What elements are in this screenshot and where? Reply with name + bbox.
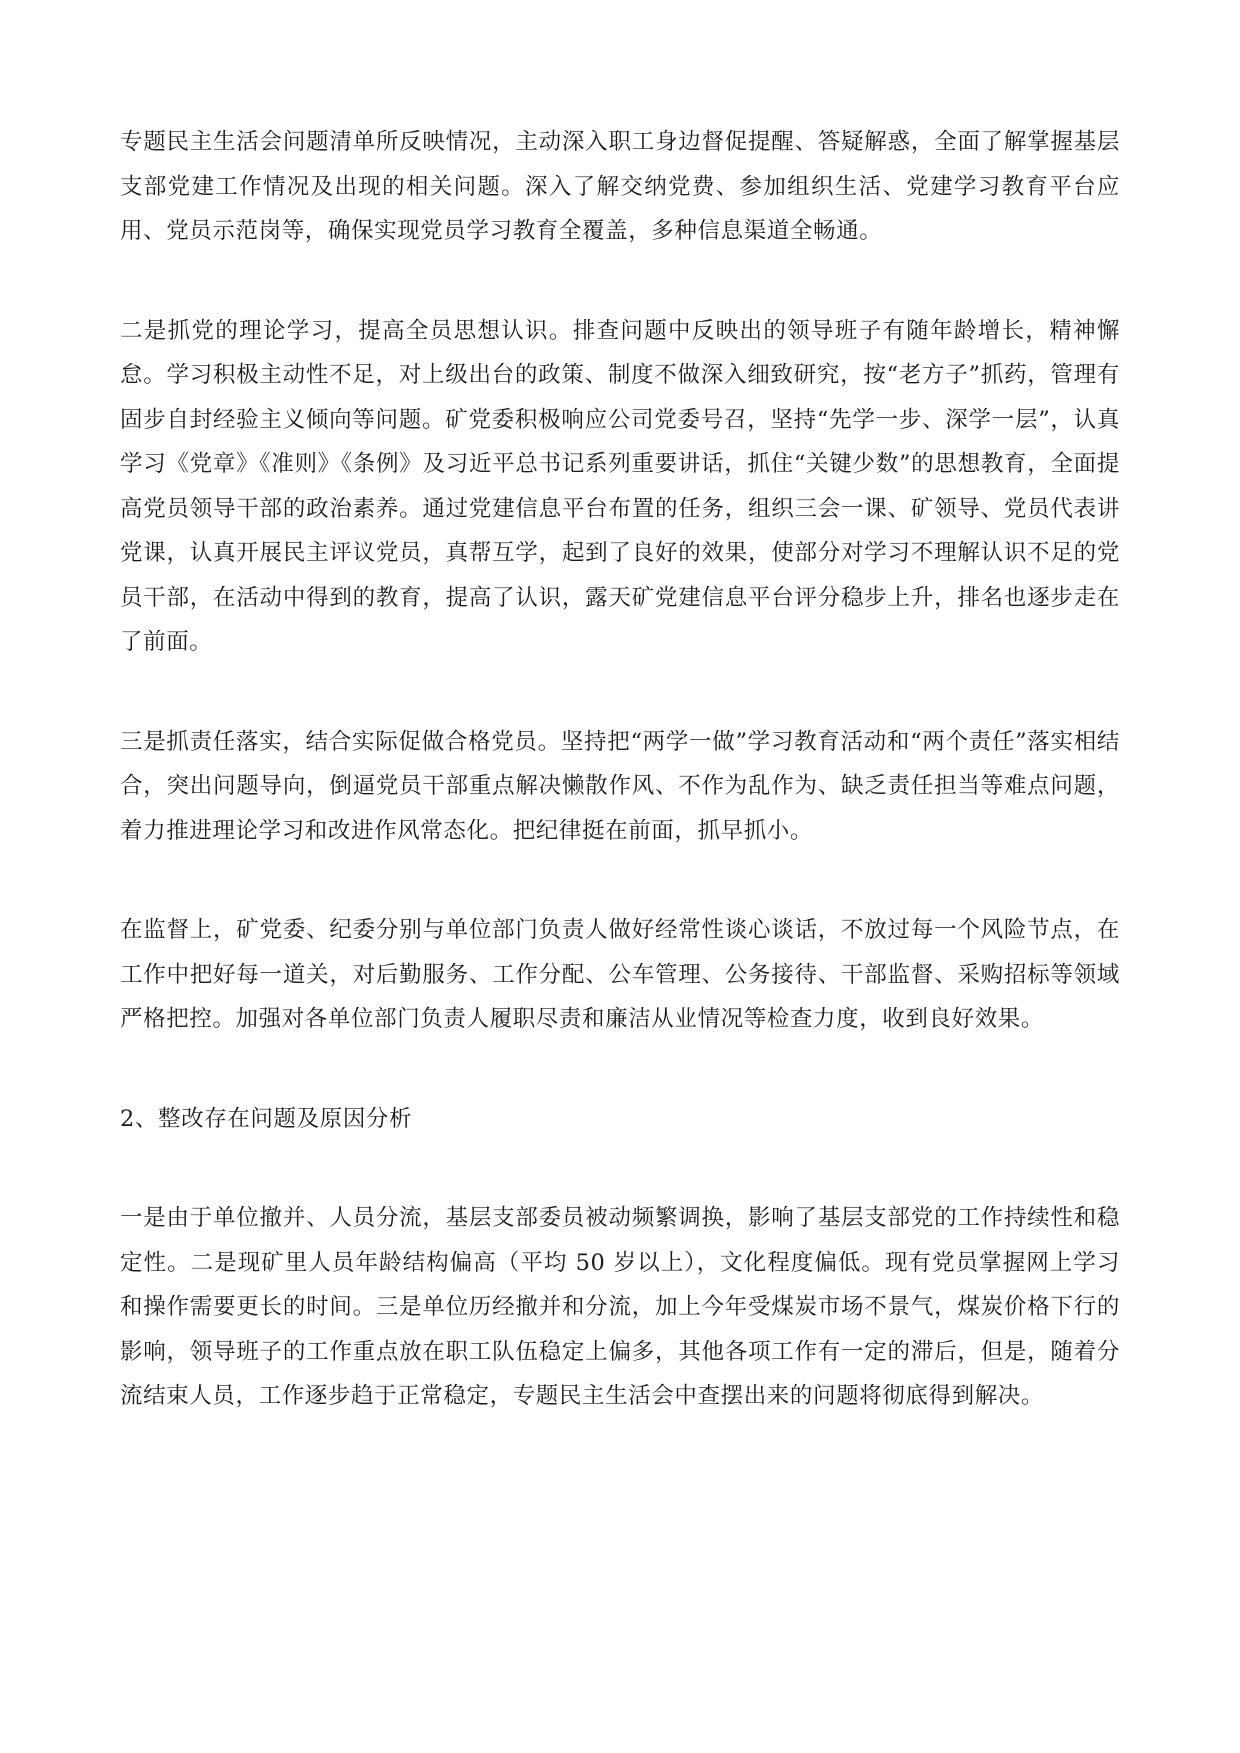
section-heading: 2、整改存在问题及原因分析 xyxy=(120,1105,413,1132)
paragraph-theory-study: 二是抓党的理论学习，提高全员思想认识。排查问题中反映出的领导班子有随年龄增长，精神懈怠。学习积极主动性不足，对上级出台的政策、制度不做深入细致研究，按“老方子”抓药，管理有固步自封经验主义倾向等问题。矿党委积极响应公司党委号召，坚持“先学一步、深学一层”，认真学习《党章》《准则》《条例》及习近平总书记系列重要讲话，抓住“关键少数”的思想教育，全面提高党员领导干部的政治素养。通过党建信息平台布置的任务，组织三会一课、矿领导、党员代表讲党课，认真开展民主评议党员，真帮互学，起到了良好的效果，使部分对学习不理解认识不足的党员干部，在活动中得到的教育，提高了认识，露天矿党建信息平台评分稳步上升，排名也逐步走在了前面。 xyxy=(120,317,1120,655)
paragraph-continuation: 专题民主生活会问题清单所反映情况，主动深入职工身边督促提醒、答疑解惑，全面了解掌握基层支部党建工作情况及出现的相关问题。深入了解交纳党费、参加组织生活、党建学习教育平台应用、党员示范岗等，确保实现党员学习教育全覆盖，多种信息渠道全畅通。 xyxy=(120,129,1120,244)
paragraph-problem-analysis: 一是由于单位撤并、人员分流，基层支部委员被动频繁调换，影响了基层支部党的工作持续性和稳定性。二是现矿里人员年龄结构偏高（平均 50 岁以上），文化程度偏低。现有党员掌握网上学习和操作需要更长的时间。三是单位历经撤并和分流，加上今年受煤炭市场不景气，煤炭价格下行的影响，领导班子的工作重点放在职工队伍稳定上偏多，其他各项工作有一定的滞后，但是，随着分流结束人员，工作逐步趋于正常稳定，专题民主生活会中查摆出来的问题将彻底得到解决。 xyxy=(120,1205,1120,1409)
paragraph-supervision: 在监督上，矿党委、纪委分别与单位部门负责人做好经常性谈心谈话，不放过每一个风险节点，在工作中把好每一道关，对后勤服务、工作分配、公车管理、公务接待、干部监督、采购招标等领域严格把控。加强对各单位部门负责人履职尽责和廉洁从业情况等检查力度，收到良好效果。 xyxy=(120,917,1120,1032)
paragraph-responsibility: 三是抓责任落实，结合实际促做合格党员。坚持把“两学一做”学习教育活动和“两个责任”落实相结合，突出问题导向，倒逼党员干部重点解决懒散作风、不作为乱作为、缺乏责任担当等难点问题，着力推进理论学习和改进作风常态化。把纪律挺在前面，抓早抓小。 xyxy=(120,728,1120,844)
document-page xyxy=(120,120,1120,1419)
